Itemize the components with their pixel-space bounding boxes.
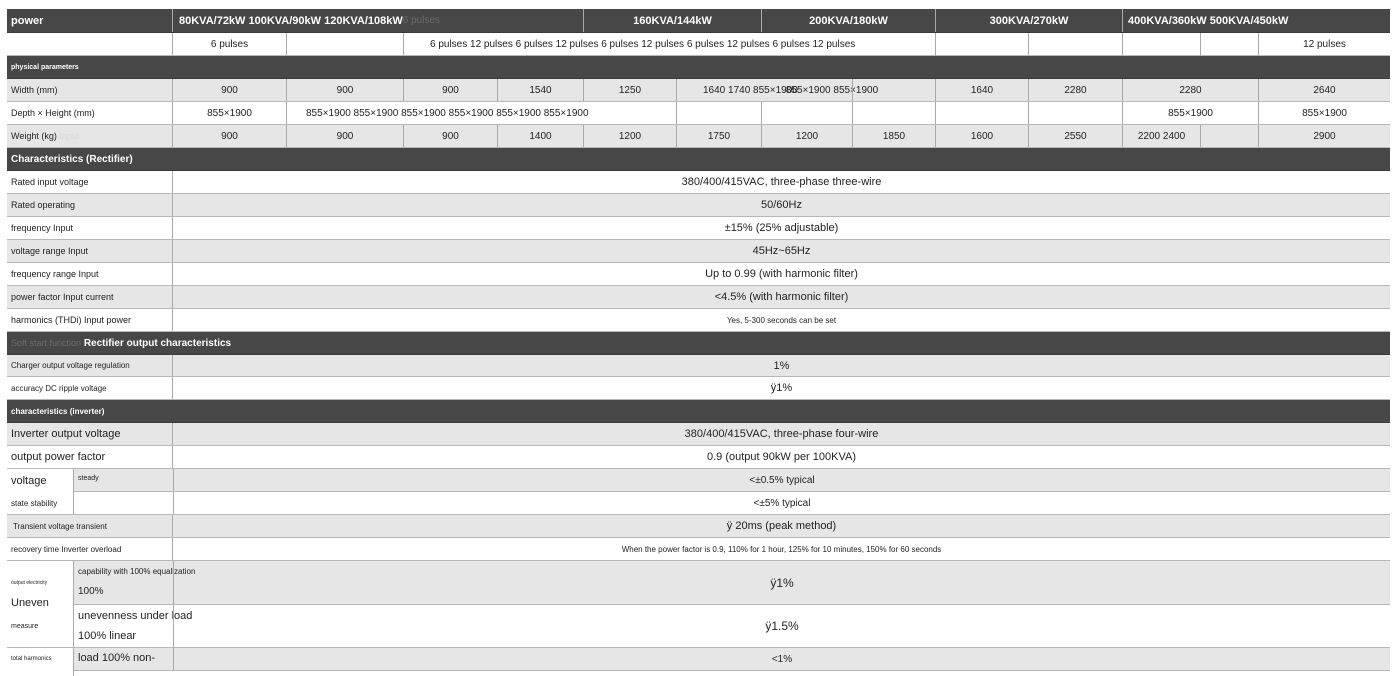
weight-val: 1750 [676,125,761,147]
width-val: 1250 [583,79,676,101]
rectifier-label: Rated operating [11,200,76,210]
rectifier-value: 45Hz~65Hz [172,240,1390,262]
header-models-400-500: 400KVA/360kW 500KVA/450kW [1122,9,1390,32]
rectifier-value: 380/400/415VAC, three-phase three-wire [172,171,1390,193]
weight-val: 1850 [852,125,935,147]
dh-empty [676,102,761,124]
depth-height-400: 855×1900 [1122,102,1258,124]
soft-start-ghost: Soft start function [11,338,82,348]
rectifier-row [7,171,1390,194]
weight-val: 2900 [1258,125,1390,147]
pulses-span: 6 pulses 12 pulses 6 pulses 12 pulses 6 pulses 12 pulses 6 pulses 12 pulses 6 pulses 12 pulses [403,33,935,55]
uneven-label-bottom: measure [11,623,39,630]
pulses-empty-400 [1122,33,1200,55]
weight-val: 900 [403,125,497,147]
depth-height-row [7,102,1390,125]
rectifier-value: <4.5% (with harmonic filter) [172,286,1390,308]
rectifier-value: ±15% (25% adjustable) [172,217,1390,239]
stability-label-top: voltage [11,475,47,487]
pulses-row [7,33,1390,56]
width-row [7,79,1390,102]
section-rectifier-output-title-cell [7,332,507,354]
rectifier-label: frequency range Input [11,269,99,279]
stability-row-1 [73,469,1390,492]
section-rectifier [7,148,1390,171]
rectifier-output-row [7,377,1390,400]
weight-val [1200,125,1258,147]
pulses-empty [286,33,403,55]
inverter-row [7,423,1390,446]
harmonics-row [7,648,1390,676]
section-physical-title: physical parameters [11,63,79,71]
rectifier-output-row [7,355,1390,377]
width-val: 2280 [1028,79,1122,101]
rectifier-label: frequency Input [11,223,74,233]
weight-label-cell [7,125,172,147]
stability-label-bottom: state stability [11,499,58,508]
section-rectifier-output-title: Rectifier output characteristics [83,337,232,349]
harmonics-sub-label: load 100% non- [78,652,156,664]
overload-label: recovery time Inverter overload [11,544,122,554]
dh-empty [935,102,1028,124]
section-rectifier-output [7,332,1390,355]
stability-group-label [7,469,73,514]
harmonics-value: <1% [173,648,1390,670]
stability-row-2 [73,492,1390,514]
weight-label-ghost: Input [59,131,80,141]
width-val: 900 [403,79,497,101]
harmonics-divider [73,670,74,676]
inverter-row [7,446,1390,469]
rectifier-row [7,286,1390,309]
pulses-last: 12 pulses [1258,33,1390,55]
ups-spec-table [7,9,1390,676]
weight-val: 1200 [761,125,852,147]
width-val: 1640 [935,79,1028,101]
width-val-overlap: 1640 1740 855×1900 [703,84,798,96]
transient-row [7,515,1390,538]
weight-val: 1600 [935,125,1028,147]
overload-row [7,538,1390,561]
pulses-col1: 6 pulses [172,33,286,55]
width-val: 900 [172,79,286,101]
width-val-overlap2: 855×1900 855×1900 [785,84,879,96]
weight-val: 2550 [1028,125,1122,147]
rectifier-row [7,217,1390,240]
pulses-empty-300b [1028,33,1122,55]
rectifier-label: power factor Input current [11,292,114,302]
width-val: 2280 [1122,79,1258,101]
stability-sub-label: steady [78,475,99,482]
header-model-300: 300KVA/270kW [935,9,1122,32]
section-rectifier-title: Characteristics (Rectifier) [11,153,133,165]
width-val: 2640 [1258,79,1390,101]
weight-label: Weight (kg) [11,131,57,141]
section-inverter-title: characteristics (inverter) [11,406,105,416]
weight-val: 900 [286,125,403,147]
depth-height-500: 855×1900 [1258,102,1390,124]
depth-height-label: Depth × Height (mm) [11,108,95,118]
harmonics-group-label: total harmonics [11,656,52,662]
width-label: Width (mm) [11,85,58,95]
inverter-label: output power factor [11,451,106,463]
uneven-value-1: ÿ1% [173,561,1390,604]
models-group1-ghost: 6 pulses [402,15,441,26]
width-val-span [676,79,935,101]
rectifier-row [7,194,1390,217]
width-divider [852,79,853,101]
transient-value: ÿ 20ms (peak method) [172,515,1390,537]
weight-val: 1200 [583,125,676,147]
section-inverter [7,400,1390,423]
rectifier-label: voltage range Input [11,246,89,256]
depth-height-span: 855×1900 855×1900 855×1900 855×1900 855×1900 855×1900 [286,102,741,124]
uneven-value-2: ÿ1.5% [173,605,1390,647]
rectifier-value: Up to 0.99 (with harmonic filter) [172,263,1390,285]
weight-row [7,125,1390,148]
transient-label: Transient voltage transient [13,521,107,531]
width-val: 900 [286,79,403,101]
weight-val: 1400 [497,125,583,147]
uneven-sub2-line2: 100% linear [78,630,137,642]
rectifier-output-value: 1% [172,355,1390,376]
uneven-group-label [7,561,73,647]
uneven-sub1-line1: capability with 100% equalization [78,567,196,576]
uneven-row-1 [73,561,1390,605]
rectifier-value: Yes, 5-300 seconds can be set [172,309,1390,331]
inverter-value: 380/400/415VAC, three-phase four-wire [172,423,1390,445]
rectifier-label: Rated input voltage [11,177,89,187]
pulses-empty-450 [1200,33,1258,55]
rectifier-row [7,263,1390,286]
power-label: power [11,14,44,27]
rectifier-output-label: Charger output voltage regulation [11,361,130,370]
header-model-200: 200KVA/180kW [761,9,935,32]
rectifier-row [7,309,1390,332]
stability-value-2: <±5% typical [173,492,1390,514]
dh-empty [761,102,852,124]
rectifier-output-value: ÿ1% [172,377,1390,399]
overload-value: When the power factor is 0.9, 110% for 1 hour, 125% for 10 minutes, 150% for 60 seconds [172,538,1390,560]
width-val: 1540 [497,79,583,101]
uneven-label-mid: Uneven [11,597,49,609]
uneven-group [7,561,1390,648]
stability-group [7,469,1390,515]
section-physical [7,56,1390,79]
rectifier-output-label: accuracy DC ripple voltage [11,383,107,393]
inverter-value: 0.9 (output 90kW per 100KVA) [172,446,1390,468]
models-group1: 80KVA/72kW 100KVA/90kW 120KVA/108kW [179,14,403,27]
depth-height-col1: 855×1900 [172,102,286,124]
uneven-sub1-line2: 100% [78,586,104,597]
weight-val: 2200 2400 [1122,125,1200,147]
header-row [7,9,1390,33]
pulses-empty-300a [935,33,1028,55]
header-models-group1 [172,9,583,32]
header-model-160: 160KVA/144kW [583,9,761,32]
inverter-label: Inverter output voltage [11,428,121,440]
harmonics-sub-row [73,648,1390,671]
uneven-label-top: output electricity [11,580,48,586]
rectifier-value: 50/60Hz [172,194,1390,216]
stability-value-1: <±0.5% typical [173,469,1390,491]
rectifier-row [7,240,1390,263]
rectifier-label: harmonics (THDi) Input power [11,315,132,325]
weight-val: 900 [172,125,286,147]
uneven-row-2 [73,605,1390,647]
dh-empty [1028,102,1122,124]
dh-empty [852,102,935,124]
uneven-sub2-line1: unevenness under load [78,610,193,622]
harmonics-group-label-cell [7,648,73,676]
